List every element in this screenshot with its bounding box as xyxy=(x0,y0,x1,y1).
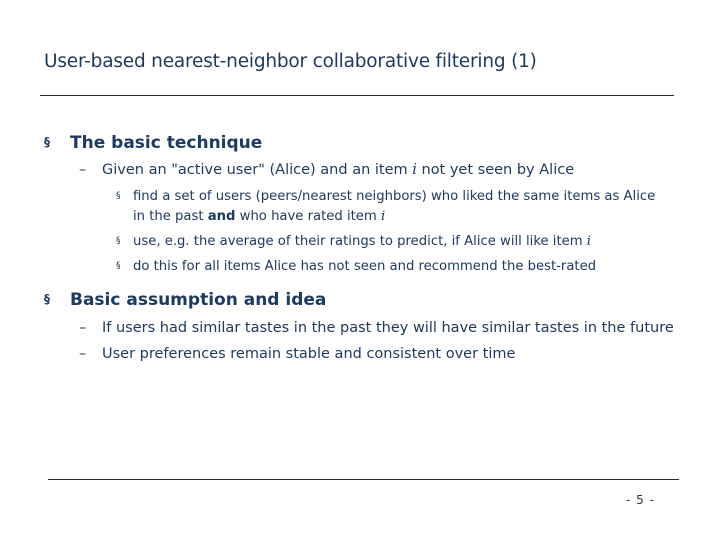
dash-bullet: – xyxy=(79,346,87,362)
subpoint-text-before: Given an "active user" (Alice) and an item xyxy=(102,162,413,178)
item-variable: i xyxy=(412,162,417,178)
detail-line2 xyxy=(116,207,655,227)
detail-find-peers xyxy=(116,186,655,227)
detail-recommend xyxy=(116,256,596,277)
subpoint-text-after: not yet seen by Alice xyxy=(416,162,575,178)
detail-line2-bold: and xyxy=(207,209,236,224)
subpoint-text: User preferences remain stable and consistent over time xyxy=(102,346,516,362)
footer-divider xyxy=(48,479,679,480)
page-number: - 5 - xyxy=(626,493,655,507)
subpoint-similar-tastes xyxy=(79,320,674,336)
detail-line1: find a set of users (peers/nearest neighbors) who liked the same items as Alice xyxy=(133,189,656,204)
dash-bullet: – xyxy=(79,162,87,178)
subpoint-active-user xyxy=(79,162,574,178)
detail-line2-before: in the past xyxy=(133,209,208,224)
subpoint-text: If users had similar tastes in the past they will have similar tastes in the future xyxy=(102,320,674,336)
section-bullet: § xyxy=(44,135,50,149)
detail-line2-after: who have rated item xyxy=(235,209,381,224)
detail-bullet: § xyxy=(116,191,121,201)
slide-title: User-based nearest-neighbor collaborative filtering (1) xyxy=(44,51,537,72)
detail-text: use, e.g. the average of their ratings to predict, if Alice will like item xyxy=(133,234,587,249)
detail-average-ratings xyxy=(116,231,591,252)
item-variable: i xyxy=(586,234,592,249)
title-divider xyxy=(40,95,674,96)
section-heading-assumption xyxy=(44,290,326,310)
section-bullet: § xyxy=(44,292,50,306)
detail-bullet: § xyxy=(116,236,121,246)
subpoint-stable-preferences xyxy=(79,346,515,362)
detail-text: do this for all items Alice has not seen and recommend the best-rated xyxy=(133,259,597,274)
section-heading-text: Basic assumption and idea xyxy=(70,290,327,310)
dash-bullet: – xyxy=(79,320,87,336)
item-variable: i xyxy=(380,209,386,224)
section-heading-basic-technique xyxy=(44,133,262,153)
section-heading-text: The basic technique xyxy=(70,133,263,153)
detail-bullet: § xyxy=(116,261,121,271)
